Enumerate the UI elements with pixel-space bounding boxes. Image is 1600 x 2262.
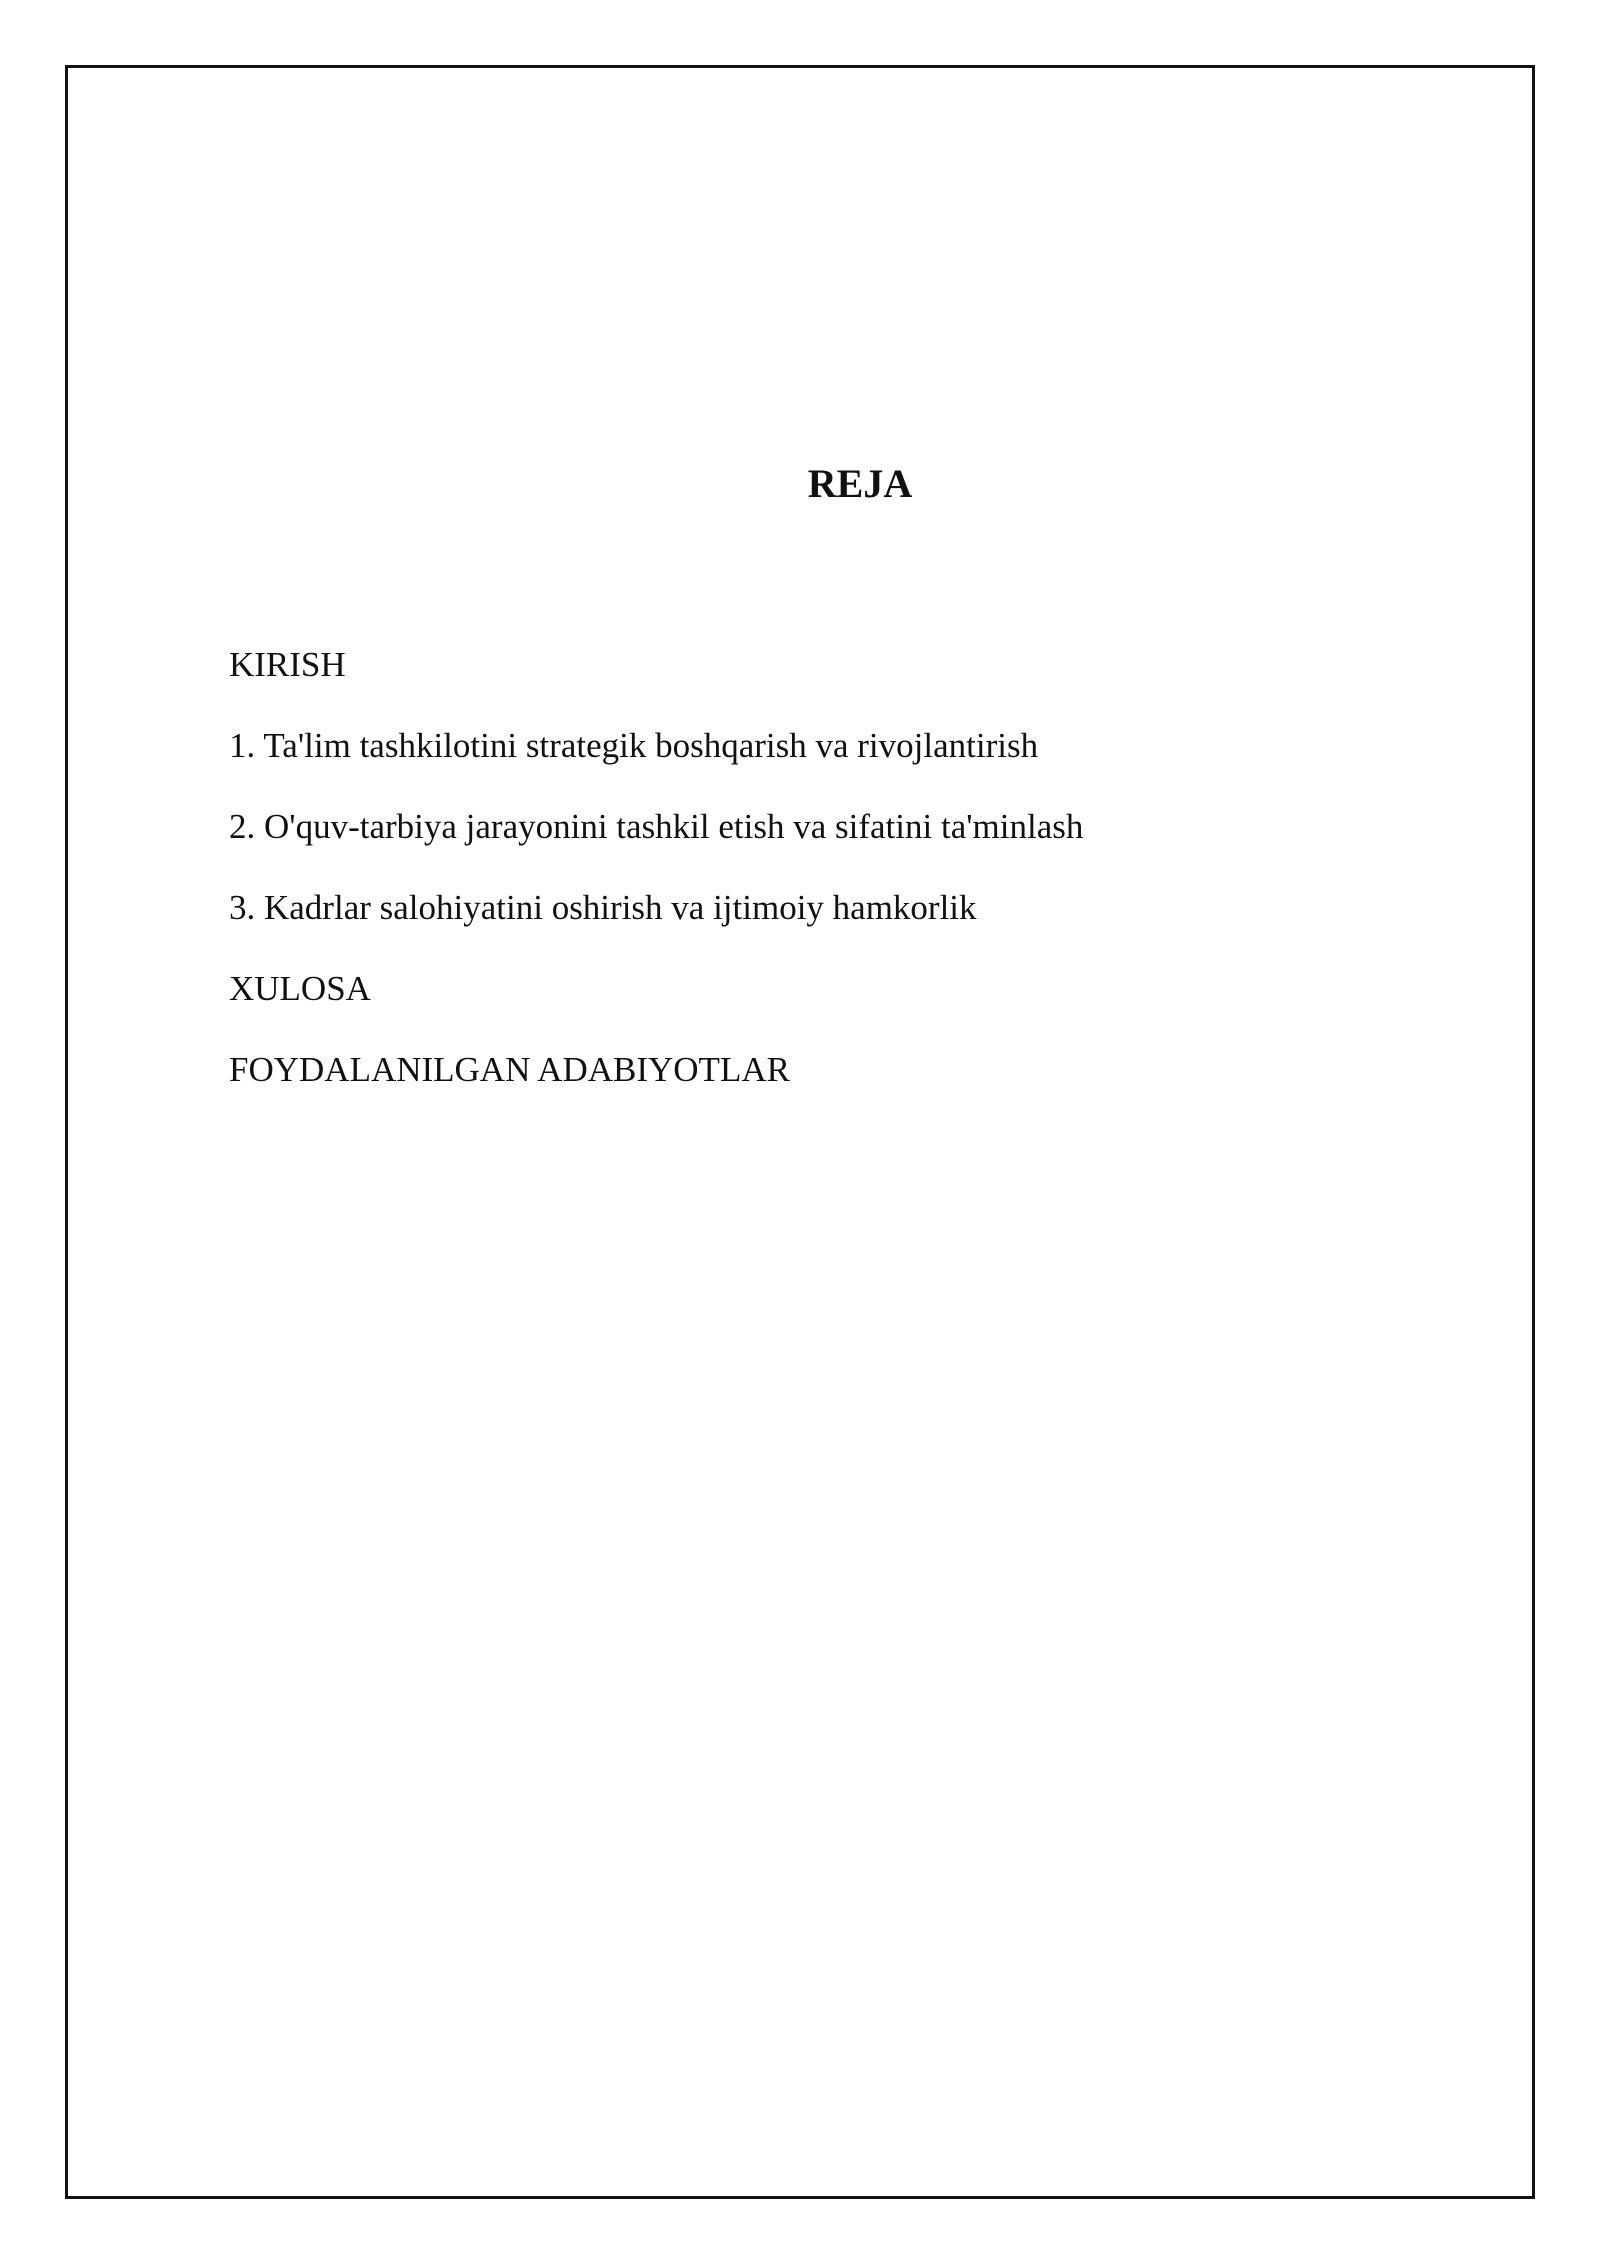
page-border — [65, 65, 1535, 2199]
toc-item-references: FOYDALANILGAN ADABIYOTLAR — [229, 1050, 790, 1089]
toc-item-chapter-3: 3. Kadrlar salohiyatini oshirish va ijtimoiy hamkorlik — [229, 888, 977, 927]
toc-item-chapter-2: 2. O'quv-tarbiya jarayonini tashkil etish va sifatini ta'minlash — [229, 807, 1084, 846]
toc-item-chapter-1: 1. Ta'lim tashkilotini strategik boshqarish va rivojlantirish — [229, 726, 1039, 765]
table-of-contents — [229, 640, 1083, 1126]
page-title: REJA — [807, 461, 913, 506]
toc-item-introduction: KIRISH — [229, 645, 346, 684]
toc-item-conclusion: XULOSA — [229, 969, 371, 1008]
